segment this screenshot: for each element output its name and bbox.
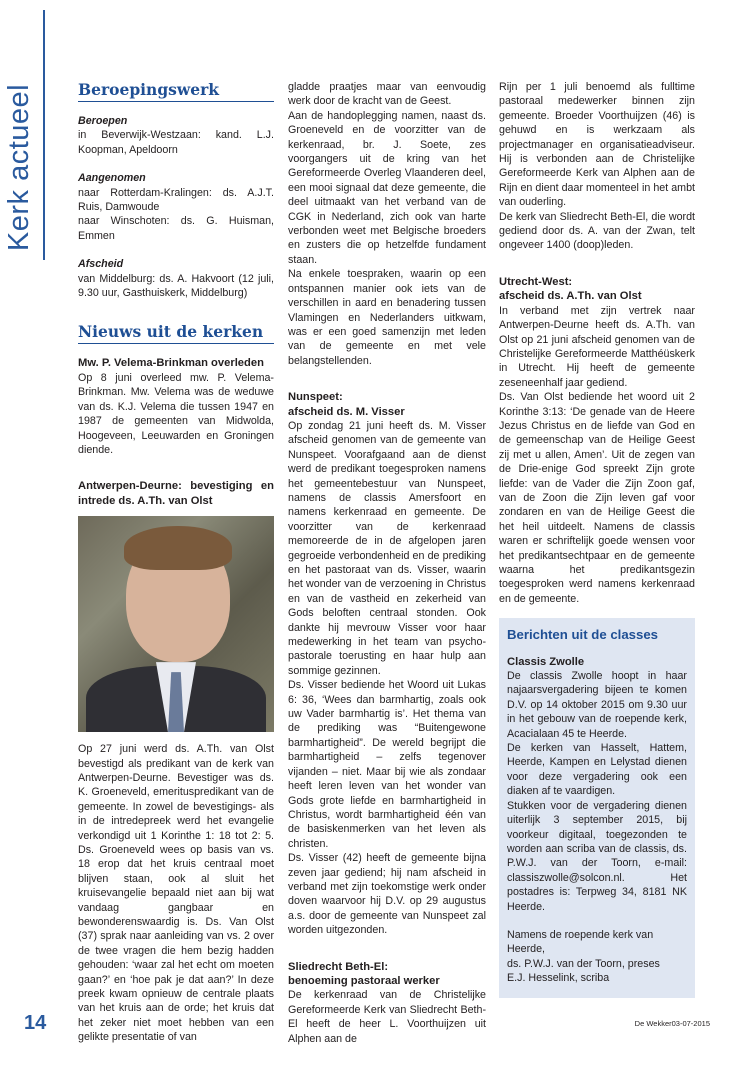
nunspeet-text-1: Op zondag 21 juni heeft ds. M. Visser afscheid genomen van de gemeente van Nunspeet. Voorafgaand aan de dienst werd de predikant toegesproken namens het gemeentebestuur van Nunspeet, namens de classis Amersfoort en namens kerkenraad en gemeente. De voorzitter van de kerkenraad memoreerde de in de afgelopen jaren gegroeide verbondenheid en de prediking en het pastoraat van ds. Visser, waarin het wonder van de verzoening in Christus en van de vastheid en zekerheid van Gods beloften centraal stonden. Ook dankte hij mevrouw Visser voor haar medewerking in het team van psycho-pastorale toerusting en haar hulp aan sommige gezinnen. — [288, 419, 486, 677]
footer-issue: De Wekker03-07-2015 — [634, 1019, 710, 1028]
beroepingswerk-title: Beroepingswerk — [78, 80, 274, 102]
antwerpen-continued-3: Na enkele toespraken, waarin op een ontspannen manier ook iets van de verschillen in aard en benadering tussen Vlamingen en Nederlanders uitkwam, was er een goed samenzijn met leden van de gemeente en met vele belangstellenden. — [288, 268, 486, 367]
beroepen-label: Beroepen — [78, 115, 128, 127]
antwerpen-text: Op 27 juni werd ds. A.Th. van Olst bevestigd als predikant van de kerk van Antwerpen-Deurne. Bevestiger was ds. K. Groeneveld, emerituspredikant van de gemeente. In zowel de bevestigings- als in de intredepreek werd het evangelie verkondigd uit 1 Korinthe 1: 18 tot 2: 5. Ds. Groeneveld wees op basis van vs. 18 erop dat het kruis centraal moet blijven staan, ook al sluit het kruisevangelie bepaald niet aan bij wat vandaag gangbaar en bewonderenswaardig is. Ds. Van Olst (37) sprak naar aanleiding van vs. 2 over de twee vragen die hem bezig hadden gehouden: ‘waar zal het echt om moeten gaan?’ en ‘hoe pak je dat aan?’ In deze preek kwam opnieuw de centrale plaats van het kruis aan de orde; het kruis dat het zeker niet moet hebben van een gelikte presentatie of van — [78, 743, 274, 1044]
utrecht-head-1: Utrecht-West: — [499, 275, 573, 288]
column-3 — [499, 80, 695, 998]
aangenomen-text-1: naar Rotterdam-Kralingen: ds. A.J.T. Ruis, Damwoude — [78, 186, 274, 214]
sliedrecht-continued-2: De kerk van Sliedrecht Beth-El, die wordt gediend door ds. A. van der Zwan, telt ongeveer 1400 (doop)leden. — [499, 210, 695, 252]
classes-text-2: De kerken van Hasselt, Hattem, Heerde, Kampen en Lelystad dienen voor deze vergadering ook een diaken af te vaardigen. — [507, 742, 687, 798]
antwerpen-continued-1: gladde praatjes maar van eenvoudig werk door de kracht van de Geest. — [288, 81, 486, 108]
column-1 — [78, 80, 274, 1045]
utrecht-text-2: Ds. Van Olst bediende het woord uit 2 Korinthe 3:13: ‘De genade van de Heere Jezus Christus en de liefde van God en de gemeenschap van de Heilige Geest zij met u allen, Amen’. Uit de zegen van de Drie-enige God spreekt Zijn grote liefde: van de Vader die Zijn Zoon gaf, van de Zoon die Zijn leven gaf voor zondaren en van de Heilige Geest die het heil uitdeelt. Namens de classis waren er schriftelijk goede wensen voor het predikantsechtpaar en de gemeente waarna het predikantsgezin toegesproken werd namens kerkenraad en de gemeente. — [499, 391, 695, 605]
nunspeet-head-2: afscheid ds. M. Visser — [288, 405, 405, 418]
classes-text-1: De classis Zwolle hoopt in haar najaarsvergadering bijeen te komen D.V. op 14 oktober 2015 om 9.30 uur in het gebouw van de roepende kerk, Acacialaan 45 te Heerde. — [507, 670, 687, 740]
classes-title: Berichten uit de classes — [507, 627, 658, 643]
signature-line-1: Namens de roepende kerk van Heerde, — [507, 928, 654, 956]
utrecht-head-2: afscheid ds. A.Th. van Olst — [499, 290, 642, 303]
sliedrecht-continued-1: Rijn per 1 juli benoemd als fulltime pastoraal medewerker binnen zijn gemeente. Broeder Voorthuijzen (46) is gehuwd en is werkzaam als projectmanager en organisatieadviseur. Hij is verbonden aan de Christelijke Gereformeerde Kerk van Alphen aan de Rijn en dient daar momenteel in het ambt van ouderling. — [499, 81, 695, 209]
utrecht-text-1: In verband met zijn vertrek naar Antwerpen-Deurne heeft ds. A.Th. van Olst op 21 juni afscheid genomen van de Christelijke Gereformeerde Matthéüskerk in Utrecht. Hij heeft de gemeente zeseneenhalf jaar gediend. — [499, 304, 695, 389]
sliedrecht-head-1: Sliedrecht Beth-El: — [288, 960, 389, 973]
velema-text: Op 8 juni overleed mw. P. Velema-Brinkman. Mw. Velema was de weduwe van ds. K.J. Velema die tussen 1947 en 1987 de gemeenten van Midwolda, Hoogeveen, Leeuwarden en Groningen diende. — [78, 371, 274, 456]
column-2 — [288, 80, 486, 1046]
section-tab — [2, 72, 38, 262]
velema-head: Mw. P. Velema-Brinkman overleden — [78, 357, 264, 370]
beroepen-text: in Beverwijk-Westzaan: kand. L.J. Koopman, Apeldoorn — [78, 129, 274, 156]
sliedrecht-text: De kerkenraad van de Christelijke Gereformeerde Kerk van Sliedrecht Beth-El heeft de heer L. Voorthuijzen uit Alphen aan de — [288, 989, 486, 1045]
portrait-photo — [78, 516, 274, 732]
sliedrecht-head-2: benoeming pastoraal werker — [288, 974, 440, 987]
page-number: 14 — [24, 1012, 47, 1034]
nunspeet-head-1: Nunspeet: — [288, 391, 343, 404]
afscheid-label: Afscheid — [78, 258, 124, 271]
classes-box — [499, 618, 695, 997]
antwerpen-head: Antwerpen-Deurne: bevestiging en intrede ds. A.Th. van Olst — [78, 480, 274, 507]
classes-text-3: Stukken voor de vergadering dienen uiterlijk 3 september 2015, bij voorkeur digitaal, toegezonden te worden aan scriba van de classis, ds. P.W.J. van der Toorn, e-mail: classiszwolle@solcon.nl. Het postadres is: Terpweg 34, 8181 NK Heerde. — [507, 799, 687, 913]
section-tab-label: Kerk actueel — [3, 83, 36, 251]
aangenomen-label: Aangenomen — [78, 172, 146, 185]
antwerpen-continued-2: Aan de handoplegging namen, naast ds. Groeneveld en de voorzitter van de kerkenraad, br. J. Soete, zes voorgangers uit de kring van het Gereformeerde Overleg Vlaanderen deel, een mooi signaal dat deze gemeente, die deel uitmaakt van het verband van de CGK in Nederland, zich ook van harte verbonden weet met Belgische broeders en zusters die op hetzelfde fundament staan. — [288, 109, 486, 266]
nunspeet-text-3: Ds. Visser (42) heeft de gemeente bijna zeven jaar gediend; hij nam afscheid in verband met zijn toekomstige werk onder doven waarvoor hij D.V. op 29 augustus a.s. door de gemeente van Nunspeet zal worden uitgezonden. — [288, 852, 486, 937]
signature-line-3: E.J. Hesselink, scriba — [507, 972, 610, 985]
afscheid-text: van Middelburg: ds. A. Hakvoort (12 juli, 9.30 uur, Gasthuiskerk, Middelburg) — [78, 272, 274, 300]
signature-line-2: ds. P.W.J. van der Toorn, preses — [507, 957, 660, 970]
nieuws-title: Nieuws uit de kerken — [78, 322, 274, 344]
nunspeet-text-2: Ds. Visser bediende het Woord uit Lukas 6: 36, ‘Wees dan barmhartig, zoals ook uw Vader barmhartig is’. Het thema van de prediking was “Buitengewone barmhartigheid”. De wereld begrijpt die barmhartigheid – zelfs tegenover vijanden – niet. Maar bij wie als zondaar heeft leren leven van het wonder van Gods grote liefde en barmhartigheid in Christus, wordt barmhartigheid één van de basiskenmerken van het leven als christen. — [288, 679, 486, 850]
aangenomen-text-2: naar Winschoten: ds. G. Huisman, Emmen — [78, 215, 274, 242]
section-rule — [43, 10, 45, 260]
zwolle-head: Classis Zwolle — [507, 655, 585, 668]
